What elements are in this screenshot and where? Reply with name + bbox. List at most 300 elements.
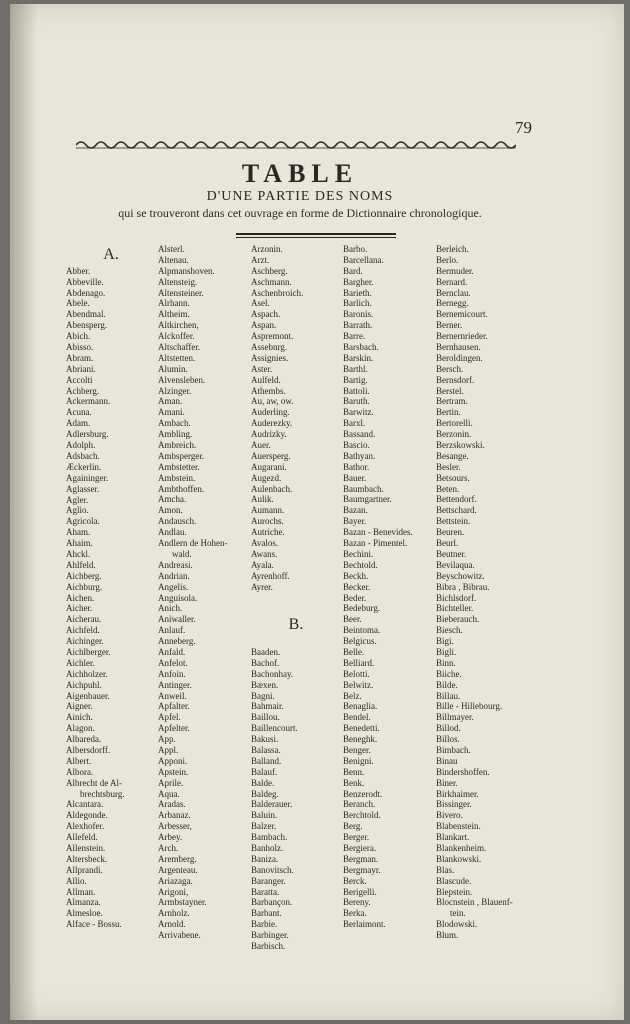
name-entry: Belgicus. — [343, 636, 377, 647]
name-entry: Acuna. — [66, 407, 92, 418]
name-entry: Ayrenhoff. — [251, 570, 290, 581]
name-entry: Augezd. — [251, 472, 282, 483]
name-column-5 — [436, 244, 531, 941]
name-entry: Berchtold. — [343, 810, 381, 821]
name-entry: Aremberg. — [158, 853, 197, 864]
name-entry: Audrizky. — [251, 429, 287, 440]
name-entry: Bascio. — [343, 440, 370, 451]
name-entry: Armbstayner. — [158, 897, 207, 908]
name-entry: Billod. — [436, 723, 461, 734]
name-entry: Bachonhay. — [251, 668, 294, 679]
name-entry: Bettschard. — [436, 505, 477, 516]
name-entry: Benigni. — [343, 755, 374, 766]
name-entry: Bereny. — [343, 897, 371, 908]
name-entry: Bargher. — [343, 276, 374, 287]
name-entry: Æckerlin. — [66, 461, 102, 472]
name-entry: Bechtold. — [343, 559, 378, 570]
name-entry: Altkirchen, — [158, 320, 199, 331]
name-entry: Bambach. — [251, 832, 288, 843]
name-entry: Alvensleben. — [158, 374, 206, 385]
name-entry: Billau. — [436, 690, 461, 701]
name-entry: Aham. — [66, 527, 91, 538]
name-entry: Billos. — [436, 734, 460, 745]
name-entry: Bigi. — [436, 636, 454, 647]
name-entry: Barwitz. — [343, 407, 374, 418]
name-entry: Bartig. — [343, 374, 368, 385]
name-entry: Abich. — [66, 331, 91, 342]
name-entry: Ambthoffen. — [158, 483, 205, 494]
name-entry: Assebnrg. — [251, 342, 288, 353]
name-entry: Bazan. — [343, 505, 368, 516]
name-entry: Binau — [436, 755, 458, 766]
name-entry: Altstetten. — [158, 352, 196, 363]
name-entry: Baldeg. — [251, 788, 279, 799]
name-entry: Bilde. — [436, 679, 458, 690]
name-entry: Beer. — [343, 614, 362, 625]
name-entry: Bendel. — [343, 712, 371, 723]
title-rule-thin — [236, 237, 396, 238]
name-entry: Berlaimont. — [343, 919, 386, 930]
name-entry: Abber. — [66, 265, 91, 276]
name-entry: Anfelot. — [158, 657, 188, 668]
name-entry: Bertram. — [436, 396, 468, 407]
name-entry: Aigner. — [66, 701, 93, 712]
name-entry: Belwitz. — [343, 679, 374, 690]
name-entry: Bivero. — [436, 810, 463, 821]
name-entry: Beder. — [343, 592, 367, 603]
name-entry: Bauer. — [343, 472, 367, 483]
name-entry: Bathor. — [343, 461, 370, 472]
name-entry: Bergmayr. — [343, 864, 381, 875]
name-entry: Beroldingen. — [436, 352, 483, 363]
name-entry: Alagon. — [66, 723, 95, 734]
name-entry: Ahckl. — [66, 548, 91, 559]
name-entry: Barlich. — [343, 298, 372, 309]
name-entry: Bazan - Benevides. — [343, 527, 413, 538]
name-entry: Auderling. — [251, 407, 290, 418]
name-entry: Agler. — [66, 494, 89, 505]
name-entry: Awans. — [251, 548, 278, 559]
name-entry: Aicher. — [66, 603, 93, 614]
name-entry: Barcellana. — [343, 254, 384, 265]
name-entry: Bevilaqua. — [436, 559, 475, 570]
name-entry: Apstein. — [158, 766, 189, 777]
name-entry: Au, aw, ow. — [251, 396, 294, 407]
name-entry: Banholz. — [251, 843, 284, 853]
name-entry: Arnholz. — [158, 908, 190, 919]
name-entry: Besange. — [436, 450, 469, 461]
name-entry: Amon. — [158, 505, 183, 516]
name-entry: Adam. — [66, 418, 91, 429]
name-entry: Bathyan. — [343, 450, 376, 461]
name-entry: Balderauer. — [251, 799, 293, 810]
name-entry: Againinger. — [66, 472, 109, 483]
name-entry: Alpmanshoven. — [158, 265, 215, 276]
name-entry: Aicherau. — [66, 614, 102, 625]
name-entry: Accolti — [66, 374, 93, 385]
name-entry: Aster. — [251, 363, 273, 374]
name-entry: Andreasi. — [158, 559, 193, 570]
name-entry: Altensteiner. — [158, 287, 204, 298]
name-entry: Benedetti. — [343, 723, 380, 734]
name-entry: Ayrer. — [251, 581, 273, 592]
name-entry: Arzt. — [251, 254, 270, 265]
name-entry: Barbie. — [251, 919, 278, 930]
name-entry: Ambreich. — [158, 440, 197, 451]
name-entry: Abriani. — [66, 363, 96, 374]
name-entry: Beneghk. — [343, 734, 378, 745]
name-entry: Asel. — [251, 298, 270, 309]
name-entry: Balland. — [251, 755, 282, 766]
name-entry: Barskin. — [343, 352, 374, 363]
name-entry: Alsterl. — [158, 244, 185, 254]
name-entry: Athembs. — [251, 385, 286, 396]
name-entry: Banovitsch. — [251, 864, 294, 875]
name-entry: Anweil. — [158, 690, 187, 701]
name-entry: Bachof. — [251, 657, 280, 668]
name-entry: Baumbach. — [343, 483, 384, 494]
name-entry: Bernhausen. — [436, 342, 481, 353]
name-entry: Berzonin. — [436, 429, 472, 440]
name-entry: Allprandi. — [66, 864, 103, 875]
name-entry: Achberg. — [66, 385, 100, 396]
name-entry: Aulenbach. — [251, 483, 293, 494]
name-entry: Berg. — [343, 821, 363, 832]
name-entry: Ambling. — [158, 429, 193, 440]
name-entry: Abisso. — [66, 342, 94, 353]
name-entry: Ainich. — [66, 712, 93, 723]
name-entry: Blankart. — [436, 832, 470, 843]
name-entry: Benaglia. — [343, 701, 378, 712]
name-entry: Barre. — [343, 331, 366, 342]
name-entry: Baronis. — [343, 309, 374, 320]
name-entry: Aichburg. — [66, 581, 103, 592]
name-entry: Barxl. — [343, 418, 366, 429]
name-entry: Albora. — [66, 766, 94, 777]
name-entry: Bazan - Pimentel. — [343, 538, 408, 549]
name-entry: Aglio. — [66, 505, 89, 516]
name-entry: Benzerodt. — [343, 788, 383, 799]
name-entry: Barbinger. — [251, 930, 289, 941]
name-entry: Baranger. — [251, 875, 286, 886]
name-entry: Aschberg. — [251, 265, 288, 276]
name-entry: Allefeld. — [66, 832, 98, 843]
name-entry: Argenteau. — [158, 864, 198, 875]
name-entry: Almesloe. — [66, 908, 103, 919]
name-entry: Bertin. — [436, 407, 461, 418]
name-entry: Bahmair. — [251, 701, 284, 712]
name-entry: Balauf. — [251, 766, 278, 777]
name-entry: Biesch. — [436, 625, 463, 636]
name-entry: Belotti. — [343, 668, 370, 679]
name-entry: Aniwaller. — [158, 614, 196, 625]
name-entry: Ambach. — [158, 418, 191, 429]
name-entry: Alface - Bossu. — [66, 919, 122, 930]
name-entry: Bassand. — [343, 429, 376, 440]
name-entry: Anneberg. — [158, 636, 196, 647]
name-entry: Biiche. — [436, 668, 462, 679]
name-entry: Aigenbauer. — [66, 690, 110, 701]
name-entry: Anfoin. — [158, 668, 186, 679]
name-entry: Bibra , Bibrau. — [436, 581, 490, 592]
section-letter: B. — [288, 616, 304, 634]
name-entry: Baillencourt. — [251, 723, 298, 734]
name-entry: Amani. — [158, 407, 185, 418]
name-entry: Blankowski. — [436, 853, 482, 864]
name-entry: Aprile. — [158, 777, 184, 788]
name-entry: Berstel. — [436, 385, 464, 396]
name-entry: Altheim. — [158, 309, 190, 320]
name-entry: Avalos. — [251, 538, 279, 549]
name-entry: Berlo. — [436, 254, 459, 265]
name-entry: Abdenago. — [66, 287, 106, 298]
name-entry: Blankenheim. — [436, 842, 487, 853]
name-entry: Apponi. — [158, 755, 188, 766]
name-entry: Biner. — [436, 777, 458, 788]
name-entry: Bettstein. — [436, 516, 471, 527]
name-entry: Altensteig. — [158, 276, 198, 287]
name-entry: Agricola. — [66, 516, 100, 527]
name-entry: Beranch. — [343, 799, 376, 810]
name-entry: Anich. — [158, 603, 183, 614]
name-entry: Bernsdorf. — [436, 374, 475, 385]
name-entry: App. — [158, 734, 176, 745]
name-entry: Alcantara. — [66, 799, 104, 810]
name-entry: Albrecht de Al- — [66, 777, 122, 788]
name-entry: Belz. — [343, 690, 362, 701]
name-entry: Beintoma. — [343, 625, 381, 636]
name-entry: Baaden. — [251, 646, 281, 657]
name-entry: Baniza. — [251, 853, 279, 864]
name-entry: Auer. — [251, 440, 271, 451]
name-entry: Bernernrieder. — [436, 331, 488, 342]
name-entry: Bettendorf. — [436, 494, 477, 505]
name-entry: Bichteller. — [436, 603, 474, 614]
name-entry: Bernclau. — [436, 287, 471, 298]
name-column-4 — [343, 244, 438, 930]
spacer — [251, 593, 346, 604]
name-entry: Binn. — [436, 657, 456, 668]
name-entry: Bersch. — [436, 363, 464, 374]
name-entry: Bakusi. — [251, 734, 279, 745]
name-entry: Berner. — [436, 320, 463, 331]
name-entry: Aichinger. — [66, 636, 104, 647]
name-entry: Besler. — [436, 461, 461, 472]
spacer — [251, 636, 346, 647]
name-entry: Aichfeld. — [66, 625, 100, 636]
name-entry: Ahlfeld. — [66, 559, 96, 570]
name-entry: Berleich. — [436, 244, 469, 254]
name-entry: Aglasser. — [66, 483, 100, 494]
name-entry: Almanza. — [66, 897, 101, 908]
name-entry: Baluin. — [251, 810, 278, 821]
name-entry: Battoli. — [343, 385, 370, 396]
page-subtitle: D'UNE PARTIE DES NOMS — [206, 189, 394, 204]
name-entry: Beten. — [436, 483, 460, 494]
name-entry: Appl. — [158, 744, 179, 755]
name-entry: Bayer. — [343, 516, 367, 527]
name-entry: Barbançon. — [251, 897, 293, 908]
name-entry: Abendmal. — [66, 309, 106, 320]
name-entry: Birkhaimer. — [436, 788, 479, 799]
name-entry: Aichberg. — [66, 570, 102, 581]
name-entry: Anlauf. — [158, 625, 186, 636]
name-entry: Barieth. — [343, 287, 372, 298]
name-entry: Beurl. — [436, 538, 459, 549]
name-entry: Bæxen. — [251, 679, 279, 690]
spacer — [251, 603, 346, 614]
name-entry: Adolph. — [66, 440, 96, 451]
name-entry: Andlau. — [158, 527, 187, 538]
name-entry: Bernegg. — [436, 298, 469, 309]
name-entry: Baillou. — [251, 712, 280, 723]
page-title: TABLE — [241, 159, 359, 188]
name-column-2 — [158, 244, 253, 941]
name-entry: Ayala. — [251, 559, 274, 570]
name-entry: Benk. — [343, 777, 365, 788]
name-entry: Arigoni, — [158, 886, 189, 897]
name-entry: Bille - Hillebourg. — [436, 701, 503, 712]
name-entry: Assignies. — [251, 352, 289, 363]
name-entry: Angelis. — [158, 581, 189, 592]
name-entry: Arzonin. — [251, 244, 283, 254]
name-entry: Barbant. — [251, 908, 282, 919]
name-entry: Bernard. — [436, 276, 468, 287]
page-gutter-shadow — [10, 4, 38, 1020]
name-entry: Abele. — [66, 298, 90, 309]
name-entry: Aumann. — [251, 505, 285, 516]
name-entry: Aulik. — [251, 494, 274, 505]
name-entry: Bertorelli. — [436, 418, 473, 429]
name-entry: Aichler. — [66, 657, 95, 668]
name-entry: Alexhofer. — [66, 821, 105, 832]
name-entry: Abensperg. — [66, 320, 108, 331]
name-entry: Auderezky. — [251, 418, 293, 429]
name-entry: Andlern de Hohen- — [158, 538, 228, 549]
name-entry: Barthl. — [343, 363, 368, 374]
name-entry: Arbey. — [158, 832, 183, 843]
name-entry: Alzinger. — [158, 385, 192, 396]
name-entry: Blascude. — [436, 875, 472, 886]
name-entry: Andausch. — [158, 516, 197, 527]
name-entry: Alrhann. — [158, 298, 190, 309]
name-entry: Beuren. — [436, 527, 465, 538]
name-entry: Balzer. — [251, 821, 277, 832]
name-entry: Aschenbroich. — [251, 287, 304, 298]
name-entry: Albersdorff. — [66, 744, 111, 755]
name-entry: Aradas. — [158, 799, 186, 810]
name-entry: Baratta. — [251, 886, 280, 897]
name-entry: Bechini. — [343, 548, 374, 559]
name-entry: Ambstetter. — [158, 461, 200, 472]
name-entry: Belliard. — [343, 657, 375, 668]
name-entry: Altenau. — [158, 254, 189, 265]
name-entry: Baumgartner. — [343, 494, 392, 505]
name-entry: Benn. — [343, 766, 365, 777]
name-entry: Apfalter. — [158, 701, 190, 712]
name-entry: Arbesser, — [158, 821, 192, 832]
name-entry: Berger. — [343, 832, 370, 843]
name-entry: Bedeburg. — [343, 603, 381, 614]
name-entry: Bergiera. — [343, 842, 377, 853]
name-entry: Ambsperger. — [158, 450, 205, 461]
name-entry: tein. — [450, 908, 466, 919]
name-entry: Albert. — [66, 755, 92, 766]
name-entry: Becker. — [343, 581, 371, 592]
name-entry: Bagni. — [251, 690, 275, 701]
name-entry: Blepstein. — [436, 886, 473, 897]
name-entry: Bichlsdorf. — [436, 592, 477, 603]
name-entry: Albareda. — [66, 734, 102, 745]
name-entry: Aschmann. — [251, 276, 292, 287]
name-entry: Baruth. — [343, 396, 370, 407]
name-entry: Beckh. — [343, 570, 369, 581]
name-entry: Blocnstein , Blauenf- — [436, 897, 513, 908]
name-entry: Ambstein. — [158, 472, 196, 483]
name-entry: Alumin. — [158, 363, 188, 374]
name-entry: Bard. — [343, 265, 363, 276]
name-entry: brechtsburg. — [80, 788, 125, 799]
name-column-3 — [251, 244, 346, 952]
name-entry: Augarani. — [251, 461, 287, 472]
name-entry: Aspan. — [251, 320, 277, 331]
name-entry: Bergman. — [343, 853, 379, 864]
name-entry: Aichpuhl. — [66, 679, 102, 690]
name-entry: Anfald. — [158, 646, 186, 657]
name-entry: Adsbach. — [66, 450, 100, 461]
name-entry: Ackermann. — [66, 396, 111, 407]
name-entry: Allio. — [66, 875, 87, 886]
name-entry: Blabenstein. — [436, 821, 481, 832]
name-entry: Altersbeck. — [66, 853, 108, 864]
name-entry: Arbanaz. — [158, 810, 191, 821]
name-entry: Adlersburg. — [66, 429, 109, 440]
name-entry: Berigelli. — [343, 886, 377, 897]
name-entry: Bieberauch. — [436, 614, 480, 625]
name-entry: Abram. — [66, 352, 94, 363]
name-entry: Aspremont. — [251, 331, 294, 342]
name-entry: Aurochs. — [251, 516, 284, 527]
name-entry: Blum. — [436, 930, 459, 941]
book-page — [10, 4, 624, 1020]
title-rule — [236, 233, 396, 235]
name-entry: wald. — [172, 548, 192, 559]
name-entry: Berzskowski. — [436, 440, 485, 451]
name-entry: Bernemicourt. — [436, 309, 488, 320]
name-entry: Bermuder. — [436, 265, 474, 276]
name-entry: Aichlberger. — [66, 646, 111, 657]
name-entry: Bimbach. — [436, 744, 471, 755]
name-entry: Berka. — [343, 908, 367, 919]
name-entry: Blas. — [436, 864, 455, 875]
name-entry: Aulfeld. — [251, 374, 281, 385]
name-entry: Apfelter. — [158, 723, 190, 734]
name-column-1 — [66, 244, 161, 930]
name-entry: Auersperg. — [251, 450, 291, 461]
name-entry: Barsbach. — [343, 342, 379, 353]
name-entry: Aspach. — [251, 309, 281, 320]
name-entry: Belle. — [343, 646, 365, 657]
name-entry: Bissinger. — [436, 799, 472, 810]
name-entry: Aichen. — [66, 592, 95, 603]
name-entry: Amcha. — [158, 494, 187, 505]
name-entry: Aman. — [158, 396, 183, 407]
name-entry: Berck. — [343, 875, 367, 886]
name-entry: Balde. — [251, 777, 275, 788]
name-entry: Arrivabene. — [158, 930, 201, 941]
name-entry: Barrath. — [343, 320, 373, 331]
name-entry: Barbisch. — [251, 941, 286, 952]
